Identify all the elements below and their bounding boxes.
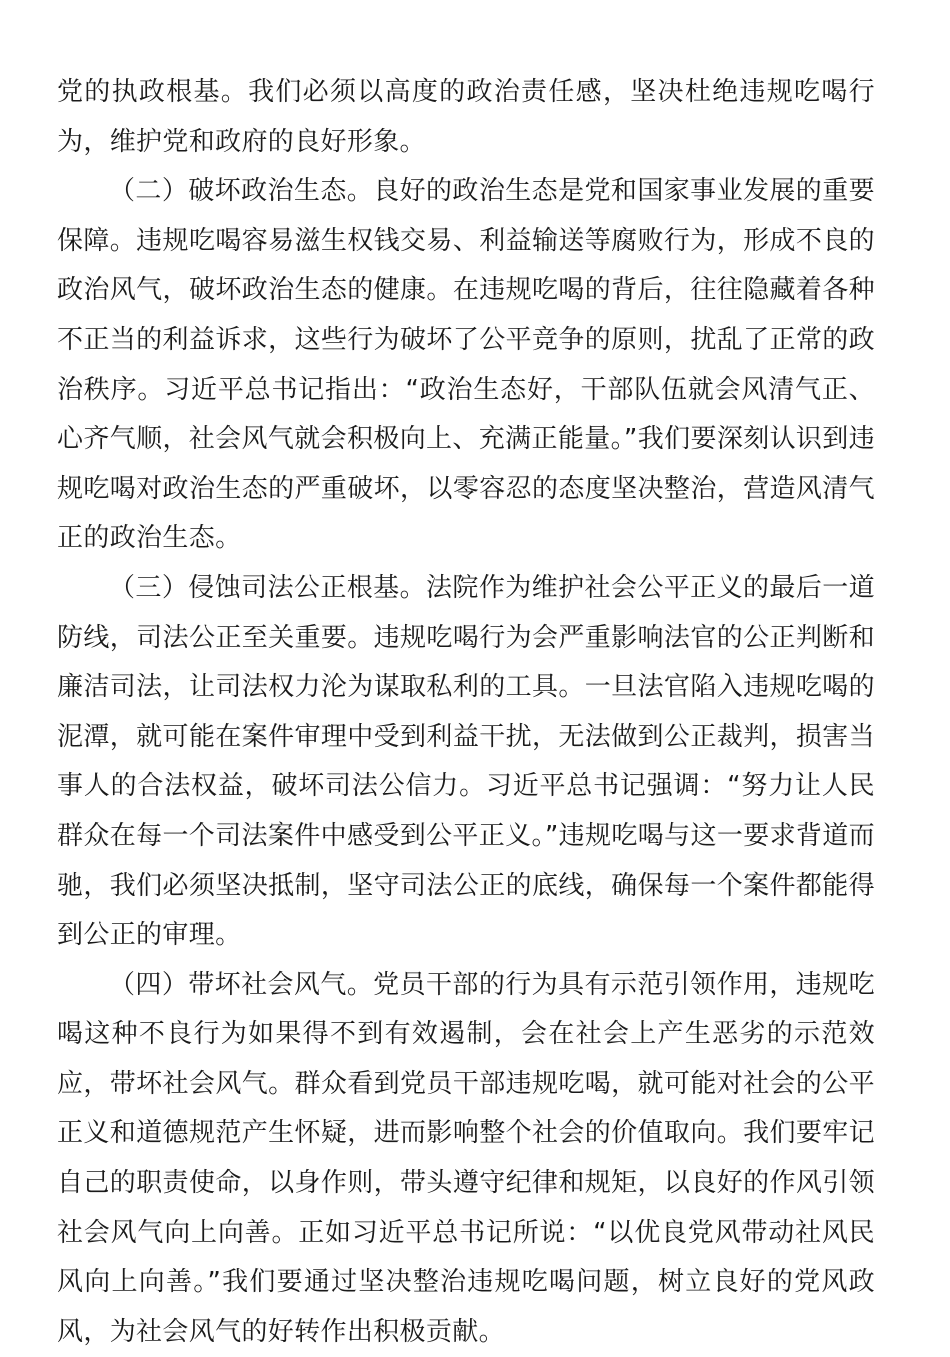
paragraph-political-ecology: （二）破坏政治生态。良好的政治生态是党和国家事业发展的重要保障。违规吃喝容易滋生权钱交易、利益输送等腐败行为，形成不良的政治风气，破坏政治生态的健康。在违规吃喝的背后，往往隐藏着各种不正当的利益诉求，这些行为破坏了公平竞争的原则，扰乱了正常的政治秩序。习近平总书记指出：“政治生态好，干部队伍就会风清气正、心齐气顺，社会风气就会积极向上、充满正能量。”我们要深刻认识到违规吃喝对政治生态的严重破坏，以零容忍的态度坚决整治，营造风清气正的政治生态。: [57, 176, 875, 554]
paragraph-judicial-fairness: （三）侵蚀司法公正根基。法院作为维护社会公平正义的最后一道防线，司法公正至关重要。违规吃喝行为会严重影响法官的公正判断和廉洁司法，让司法权力沦为谋取私利的工具。一旦法官陷入违规吃喝的泥潭，就可能在案件审理中受到利益干扰，无法做到公正裁判，损害当事人的合法权益，破坏司法公信力。习近平总书记强调：“努力让人民群众在每一个司法案件中感受到公平正义。”违规吃喝与这一要求背道而驰，我们必须坚决抵制，坚守司法公正的底线，确保每一个案件都能得到公正的审理。: [57, 572, 875, 951]
document-page: [57, 68, 875, 1357]
paragraph-continuation: 党的执政根基。我们必须以高度的政治责任感，坚决杜绝违规吃喝行为，维护党和政府的良好形象。: [57, 77, 875, 157]
paragraph-social-atmosphere: （四）带坏社会风气。党员干部的行为具有示范引领作用，违规吃喝这种不良行为如果得不到有效遏制，会在社会上产生恶劣的示范效应，带坏社会风气。群众看到党员干部违规吃喝，就可能对社会的公平正义和道德规范产生怀疑，进而影响整个社会的价值取向。我们要牢记自己的职责使命，以身作则，带头遵守纪律和规矩，以良好的作风引领社会风气向上向善。正如习近平总书记所说：“以优良党风带动社风民风向上向善。”我们要通过坚决整治违规吃喝问题，树立良好的党风政风，为社会风气的好转作出积极贡献。: [57, 969, 875, 1347]
